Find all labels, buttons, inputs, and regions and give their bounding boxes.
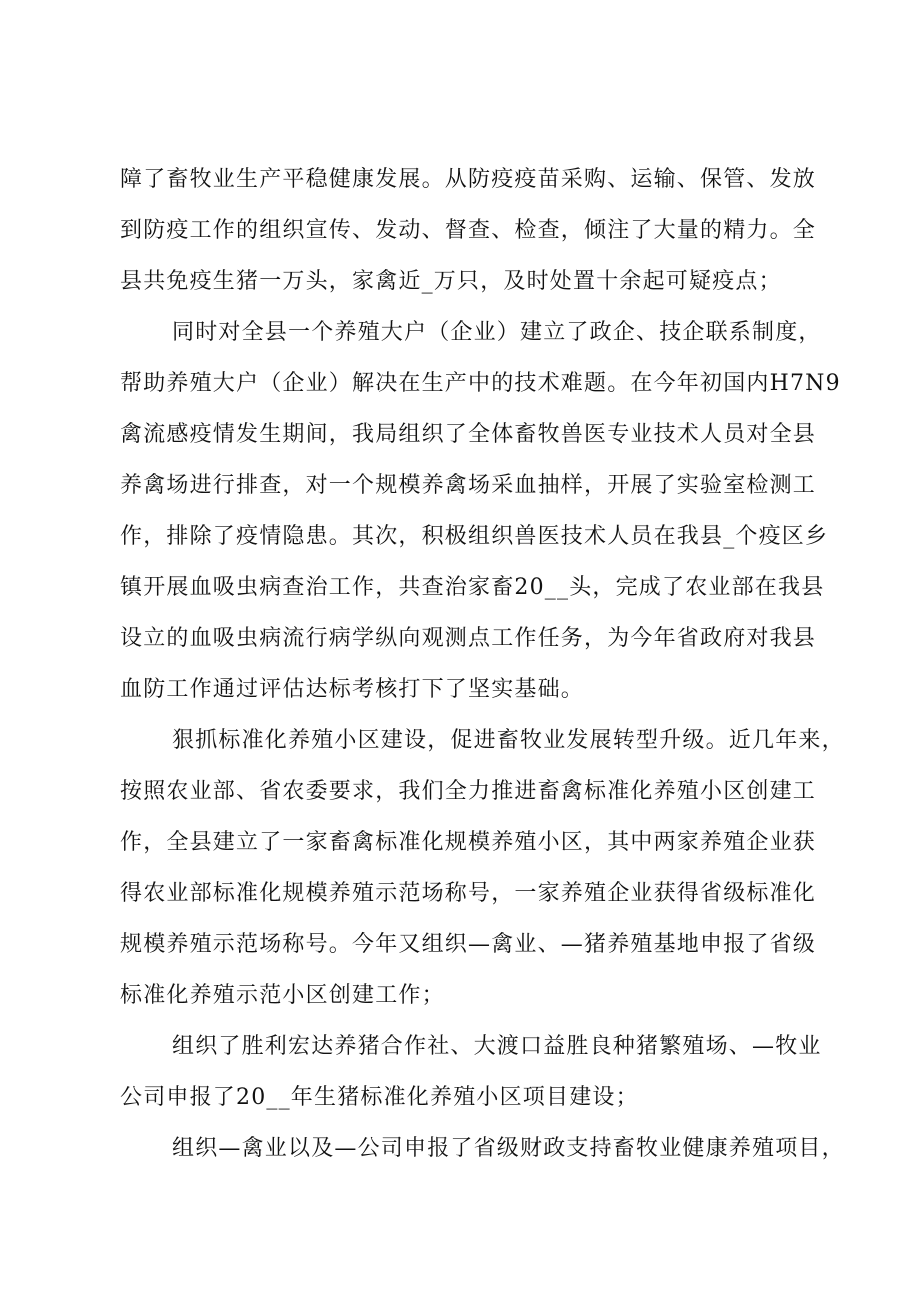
text-line: 组织了胜利宏达养猪合作社、大渡口益胜良种猪繁殖场、—牧业 — [172, 1034, 822, 1059]
text-line: 按照农业部、省农委要求，我们全力推进畜禽标准化养殖小区创建工 — [120, 779, 817, 804]
text-line: 规模养殖示范场称号。今年又组织—禽业、—猪养殖基地申报了省级 — [120, 932, 817, 957]
text-line: 同时对全县一个养殖大户（企业）建立了政企、技企联系制度， — [172, 320, 822, 345]
text-line: 到防疫工作的组织宣传、发动、督查、检查，倾注了大量的精力。全 — [120, 218, 817, 243]
text-line: 作，全县建立了一家畜禽标准化规模养殖小区，其中两家养殖企业获 — [120, 830, 817, 855]
text-line: 狠抓标准化养殖小区建设，促进畜牧业发展转型升级。近几年来， — [172, 728, 845, 753]
text-line: 得农业部标准化规模养殖示范场称号，一家养殖企业获得省级标准化 — [120, 881, 817, 906]
text-line: 禽流感疫情发生期间，我局组织了全体畜牧兽医专业技术人员对全县 — [120, 422, 817, 447]
text-line: 作，排除了疫情隐患。其次，积极组织兽医技术人员在我县_个疫区乡 — [120, 524, 829, 549]
text-line: 帮助养殖大户（企业）解决在生产中的技术难题。在今年初国内H7N9 — [120, 371, 841, 396]
text-line: 公司申报了20__年生猪标准化养殖小区项目建设； — [120, 1085, 639, 1110]
text-line: 设立的血吸虫病流行病学纵向观测点工作任务，为今年省政府对我县 — [120, 626, 817, 651]
text-line: 血防工作通过评估达标考核打下了坚实基础。 — [120, 677, 585, 702]
text-line: 障了畜牧业生产平稳健康发展。从防疫疫苗采购、运输、保管、发放 — [120, 167, 817, 192]
text-line: 养禽场进行排查，对一个规模养禽场采血抽样，开展了实验室检测工 — [120, 473, 817, 498]
text-line: 标准化养殖示范小区创建工作； — [120, 983, 445, 1008]
text-line: 镇开展血吸虫病查治工作，共查治家畜20__头，完成了农业部在我县 — [120, 575, 825, 600]
text-line: 县共免疫生猪一万头，家禽近_万只，及时处置十余起可疑疫点； — [120, 269, 782, 294]
text-line: 组织—禽业以及—公司申报了省级财政支持畜牧业健康养殖项目， — [172, 1136, 845, 1161]
